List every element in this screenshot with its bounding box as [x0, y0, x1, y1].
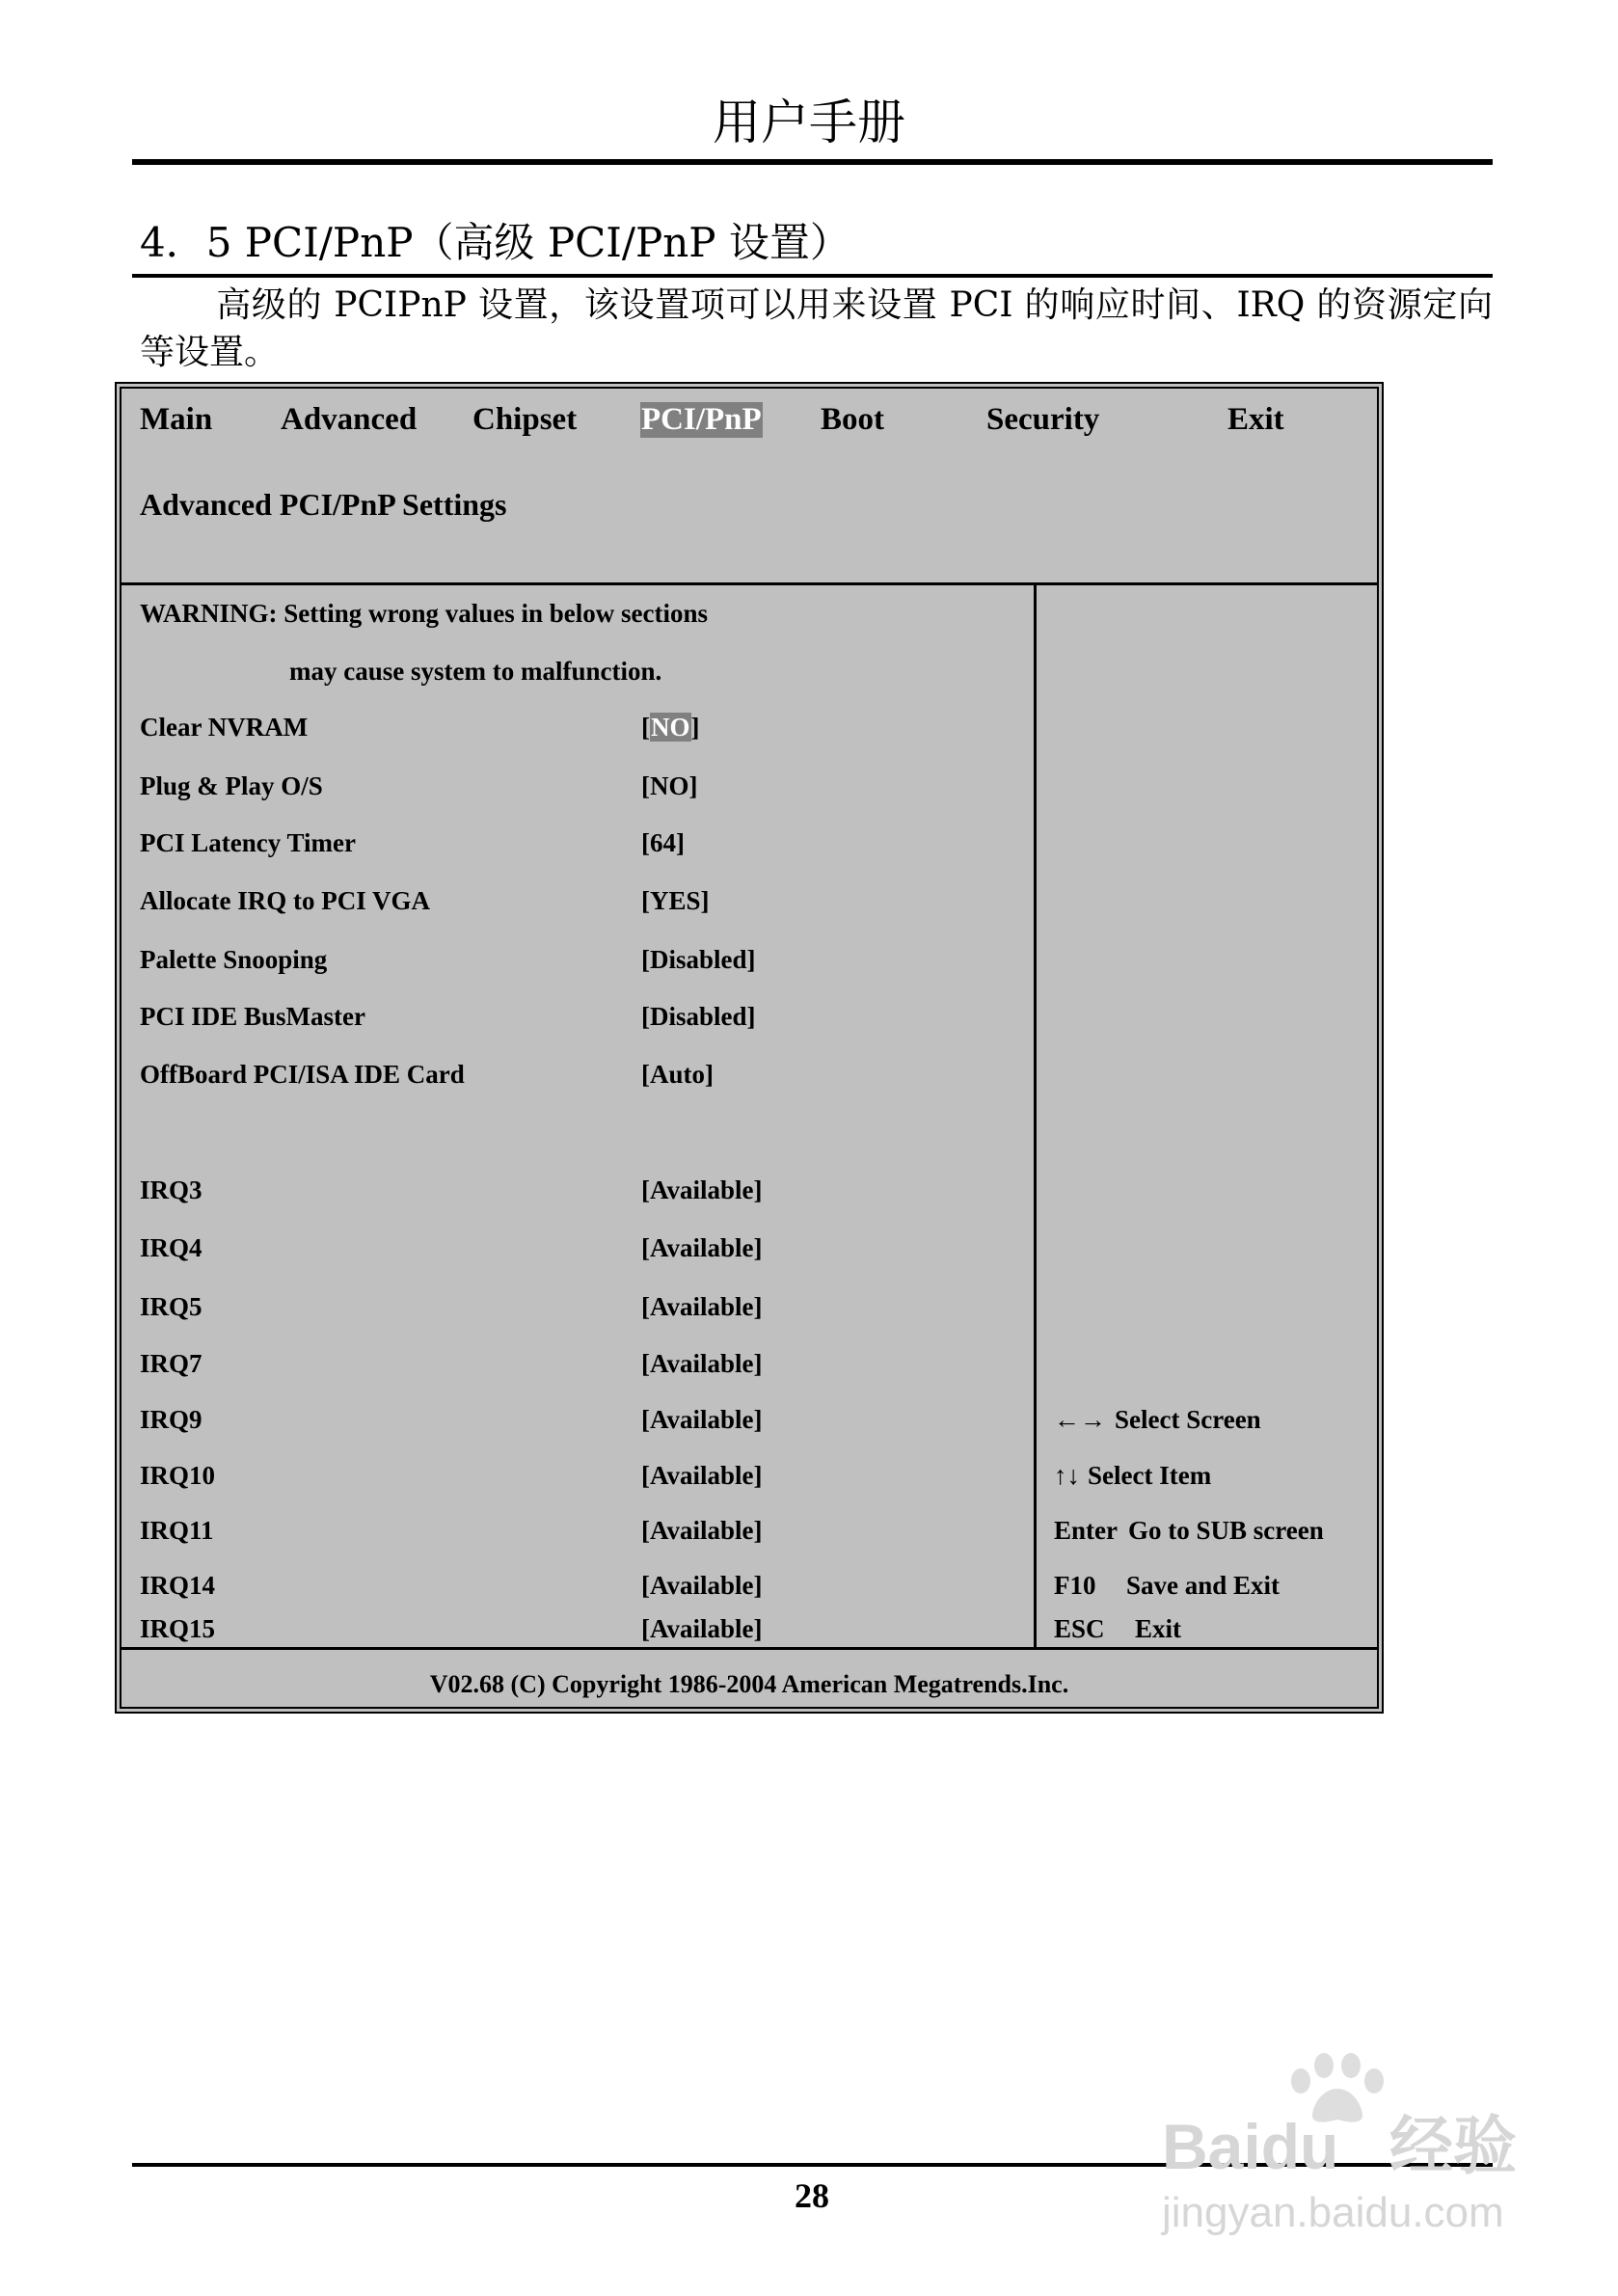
setting-label: PCI IDE BusMaster — [140, 1002, 365, 1031]
help-panel-divider — [1034, 582, 1037, 1647]
irq-label: IRQ7 — [140, 1349, 202, 1378]
irq-value[interactable]: [Available] — [641, 1233, 763, 1262]
setting-value[interactable]: [64] — [641, 828, 685, 857]
tab-security[interactable]: Security — [986, 402, 1100, 437]
help-desc: Select Screen — [1115, 1405, 1261, 1434]
setting-label: Allocate IRQ to PCI VGA — [140, 886, 430, 915]
help-key: Enter — [1054, 1516, 1118, 1545]
setting-label: Plug & Play O/S — [140, 771, 323, 800]
tab-chipset[interactable]: Chipset — [472, 402, 578, 437]
irq-label: IRQ9 — [140, 1405, 202, 1434]
footer-divider — [121, 1647, 1377, 1650]
copyright-text: V02.68 (C) Copyright 1986-2004 American Megatrends.Inc. — [429, 1670, 1069, 1698]
setting-value[interactable]: [Disabled] — [641, 1002, 756, 1031]
irq-value[interactable]: [Available] — [641, 1405, 763, 1434]
irq-value[interactable]: [Available] — [641, 1571, 763, 1600]
irq-label: IRQ3 — [140, 1175, 202, 1204]
help-key: ESC — [1054, 1614, 1105, 1643]
tab-advanced[interactable]: Advanced — [281, 402, 418, 437]
tab-pci-pnp[interactable]: PCI/PnP — [641, 402, 762, 437]
irq-value[interactable]: [Available] — [641, 1349, 763, 1378]
tab-main[interactable]: Main — [140, 402, 213, 437]
irq-value[interactable]: [Available] — [641, 1614, 763, 1643]
screen-title: Advanced PCI/PnP Settings — [140, 487, 507, 522]
irq-label: IRQ14 — [140, 1571, 216, 1600]
watermark-brand: Baidu — [1162, 2111, 1339, 2182]
tab-boot[interactable]: Boot — [821, 402, 884, 437]
setting-label: Palette Snooping — [140, 945, 328, 974]
watermark-product: 经验 — [1389, 2109, 1517, 2183]
irq-value[interactable]: [Available] — [641, 1461, 763, 1490]
section-intro: 高级的 PCIPnP 设置，该设置项可以用来设置 PCI 的响应时间、IRQ 的资源定向等设置。 — [140, 285, 1493, 372]
watermark-url: jingyan.baidu.com — [1162, 2189, 1504, 2236]
section-rule — [132, 274, 1493, 278]
irq-value[interactable]: [Available] — [641, 1516, 763, 1545]
header-divider — [121, 582, 1377, 585]
help-key: F10 — [1054, 1571, 1096, 1600]
setting-value[interactable]: [YES] — [641, 886, 710, 915]
help-desc: Save and Exit — [1126, 1571, 1281, 1600]
section-heading: 4．5 PCI/PnP（高级 PCI/PnP 设置） — [140, 219, 850, 266]
page-title: 用户手册 — [713, 95, 905, 150]
irq-value[interactable]: [Available] — [641, 1175, 763, 1204]
setting-label: OffBoard PCI/ISA IDE Card — [140, 1060, 465, 1089]
irq-label: IRQ10 — [140, 1461, 216, 1490]
help-desc: Exit — [1135, 1614, 1182, 1643]
bracket-close: ] — [690, 713, 700, 742]
bios-screen — [115, 382, 1384, 1714]
irq-label: IRQ15 — [140, 1614, 216, 1643]
tab-exit[interactable]: Exit — [1227, 402, 1284, 437]
setting-label: Clear NVRAM — [140, 713, 309, 742]
page-number: 28 — [795, 2176, 829, 2215]
selected-option[interactable]: NO — [651, 713, 690, 742]
setting-value[interactable] — [641, 715, 700, 741]
setting-value[interactable]: [NO] — [641, 771, 698, 800]
irq-label: IRQ4 — [140, 1233, 202, 1262]
arrow-up-down-icon: ↑↓ — [1054, 1461, 1080, 1490]
setting-value[interactable]: [Auto] — [641, 1060, 714, 1089]
setting-label: PCI Latency Timer — [140, 828, 356, 857]
warning-text: WARNING: Setting wrong values in below sections — [140, 599, 709, 628]
setting-value[interactable]: [Disabled] — [641, 945, 756, 974]
irq-label: IRQ5 — [140, 1292, 202, 1321]
irq-label: IRQ11 — [140, 1516, 214, 1545]
header-rule — [132, 159, 1493, 165]
warning-text: may cause system to malfunction. — [289, 657, 662, 686]
help-desc: Go to SUB screen — [1128, 1516, 1324, 1545]
bracket-open: [ — [641, 713, 650, 742]
irq-value[interactable]: [Available] — [641, 1292, 763, 1321]
arrow-left-right-icon: ←→ — [1054, 1405, 1106, 1434]
help-desc: Select Item — [1088, 1461, 1212, 1490]
